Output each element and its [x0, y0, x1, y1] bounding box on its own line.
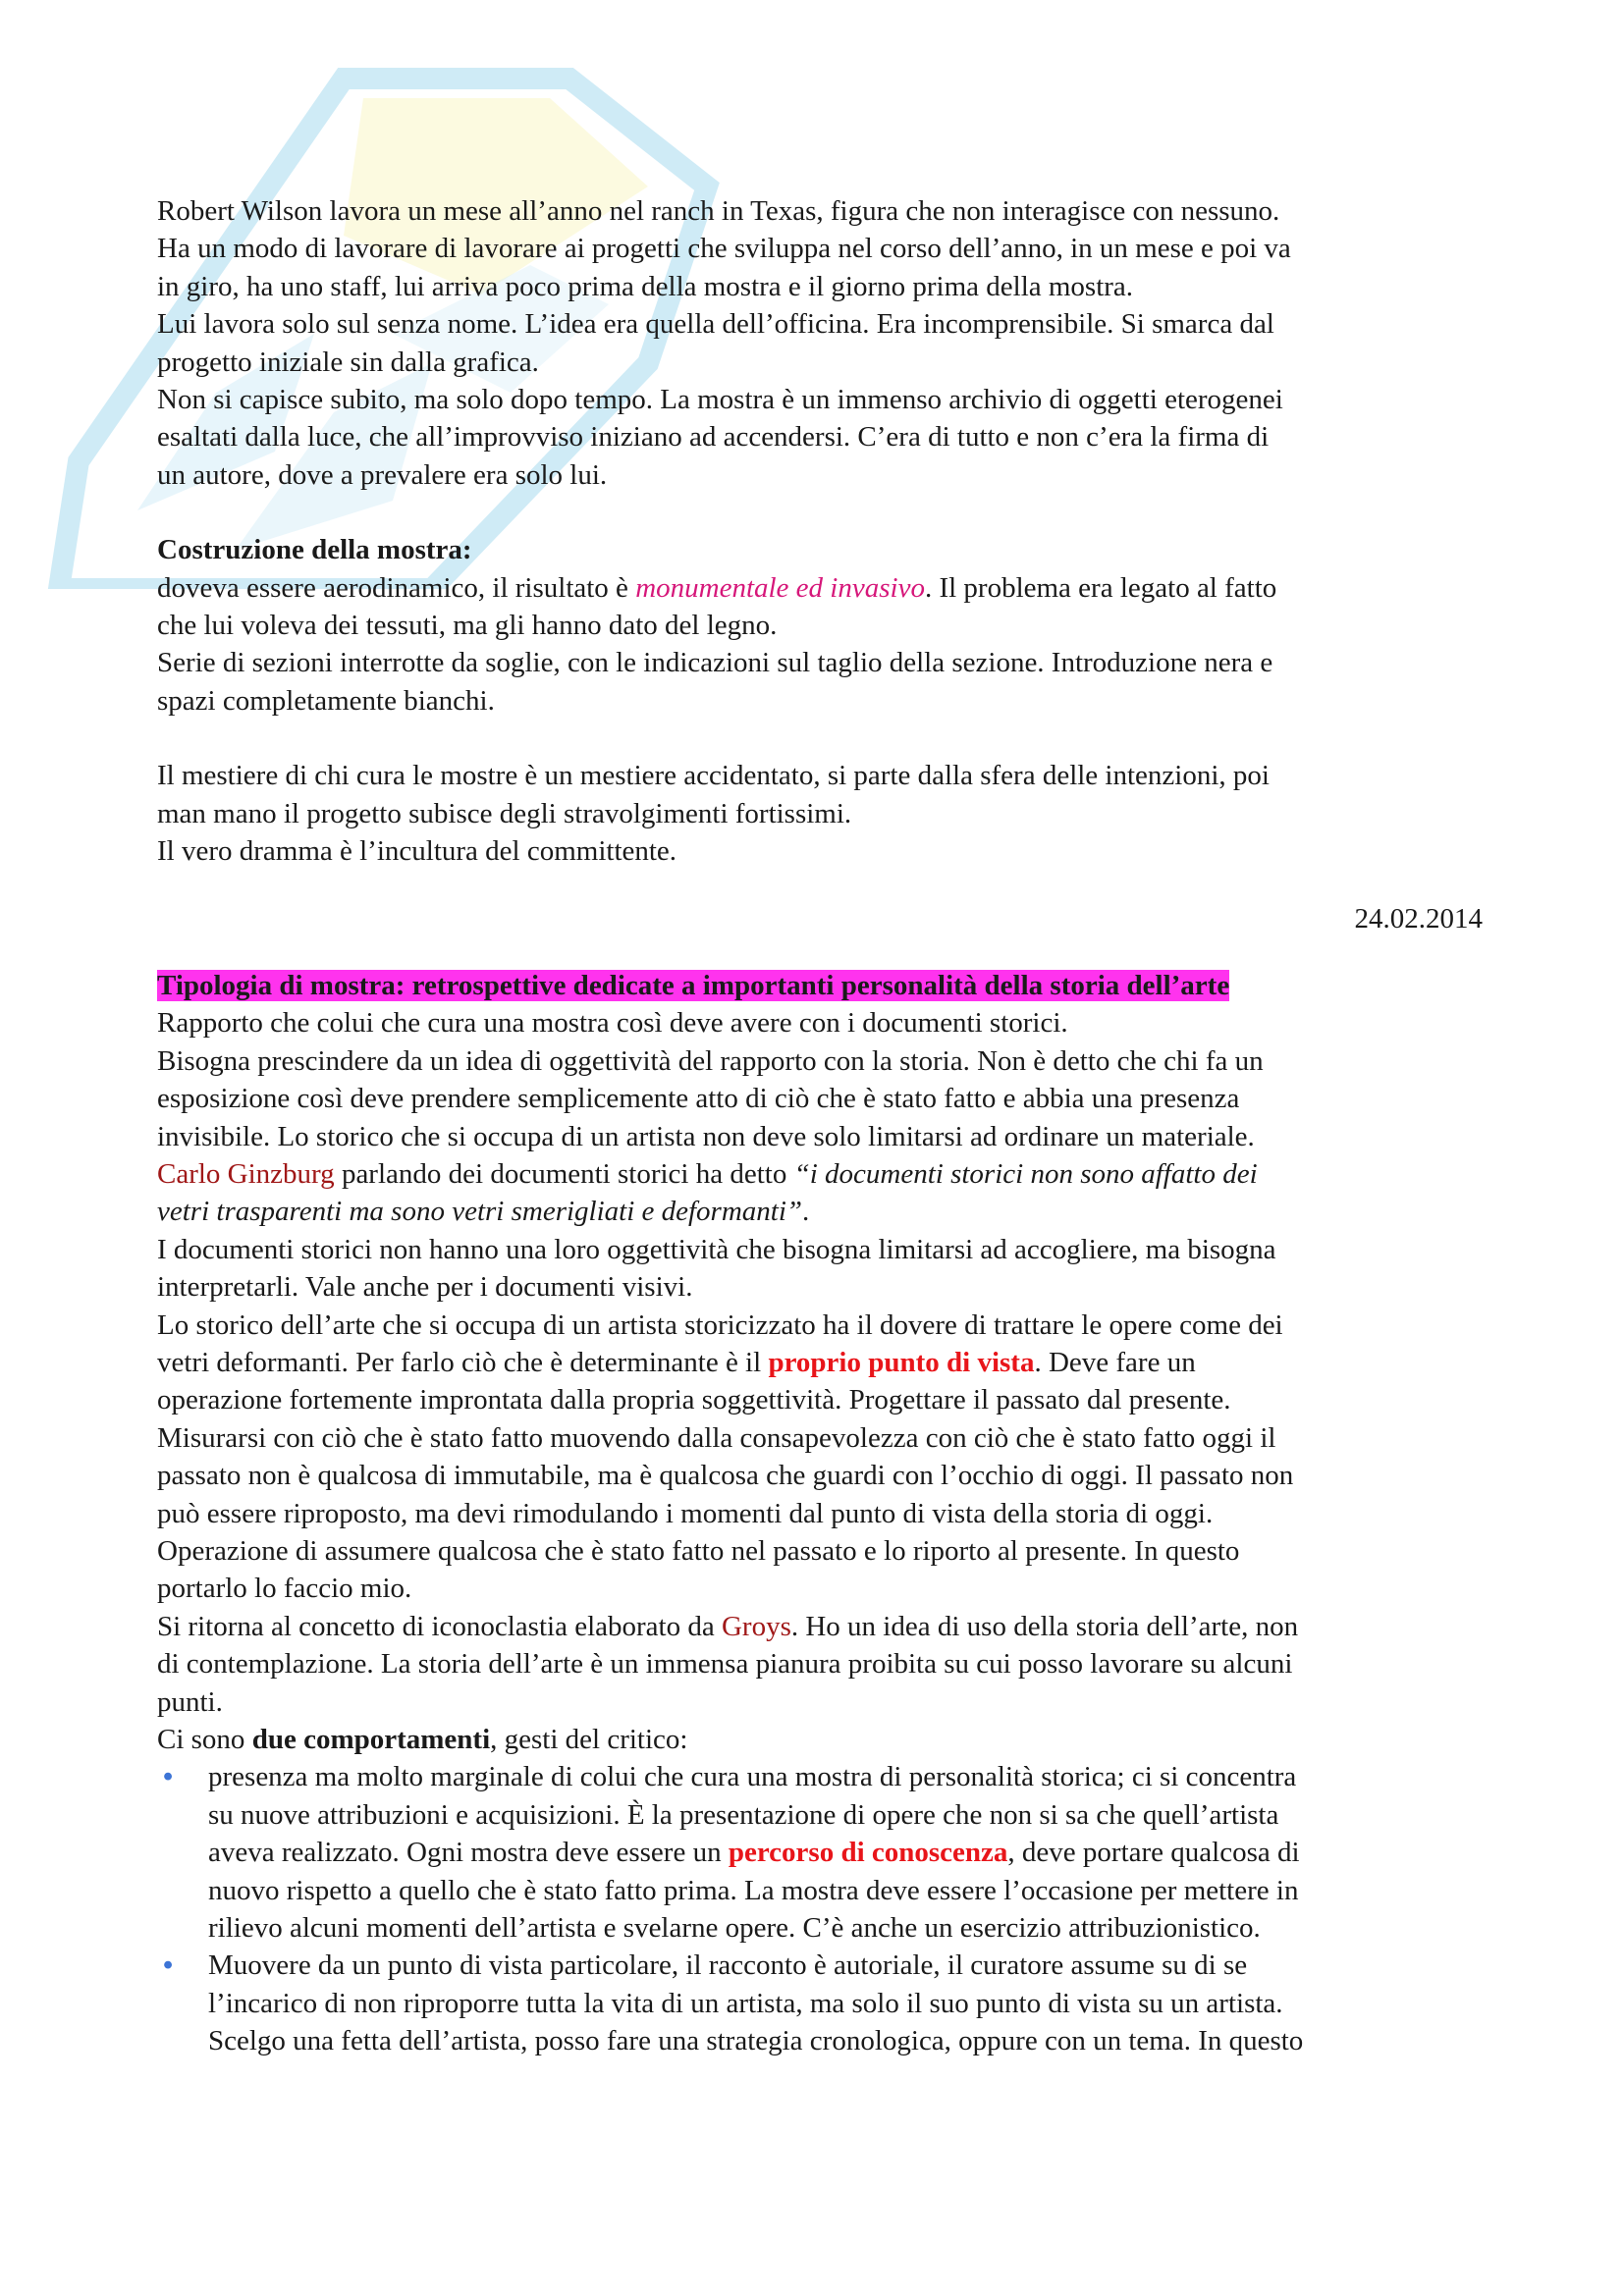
text-line: Muovere da un punto di vista particolare, il racconto è autoriale, il curatore assume su di se — [208, 1949, 1248, 1982]
text-line: man mano il progetto subisce degli stravolgimenti fortissimi. — [157, 797, 852, 829]
text-line: Lui lavora solo sul senza nome. L’idea era quella dell’officina. Era incomprensibile. Si smarca dal — [157, 308, 1274, 341]
spacer — [157, 871, 1483, 900]
spacer — [157, 937, 1483, 967]
text-line: Bisogna prescindere da un idea di oggettività del rapporto con la storia. Non è detto che chi fa un — [157, 1044, 1264, 1077]
text-line: parlando dei documenti storici ha detto — [334, 1157, 794, 1190]
highlight-monumentale: monumentale ed invasivo — [635, 571, 925, 604]
text-line: Ci sono — [157, 1724, 252, 1756]
text-line: Ha un modo di lavorare di lavorare ai progetti che sviluppa nel corso dell’anno, in un mese e poi va — [157, 233, 1291, 265]
name-groys: Groys — [721, 1610, 791, 1642]
text-line: nuovo rispetto a quello che è stato fatto prima. La mostra deve essere l’occasione per mettere in — [208, 1874, 1299, 1906]
bullet-list — [157, 1758, 1483, 2059]
text-line: Si ritorna al concetto di iconoclastia elaborato da — [157, 1610, 722, 1642]
text-line: un autore, dove a prevalere era solo lui. — [157, 458, 608, 491]
bullet-marker: • — [163, 1761, 174, 1793]
text-line: punti. — [157, 1685, 223, 1718]
highlight-due-comportamenti: due comportamenti — [251, 1724, 491, 1756]
name-ginzburg: Carlo Ginzburg — [157, 1157, 335, 1190]
text-line: su nuove attribuzioni e acquisizioni. È la presentazione di opere che non si sa che quell’artista — [208, 1798, 1279, 1831]
text-line: Misurarsi con ciò che è stato fatto muovendo dalla consapevolezza con ciò che è stato fatto oggi il — [157, 1421, 1276, 1454]
document-page — [157, 192, 1483, 2060]
text-line: Il vero dramma è l’incultura del committente. — [157, 835, 677, 868]
text-line: Serie di sezioni interrotte da soglie, con le indicazioni sul taglio della sezione. Introduzione nera e — [157, 647, 1273, 679]
section-heading-tipologia: Tipologia di mostra: retrospettive dedicate a importanti personalità della storia dell’arte — [157, 969, 1230, 1001]
bullet-marker: • — [163, 1949, 174, 1982]
highlight-punto-di-vista: proprio punto di vista — [768, 1346, 1035, 1378]
text-line: Scelgo una fetta dell’artista, posso fare una strategia cronologica, oppure con un tema. In questo — [208, 2025, 1304, 2057]
text-line: Il mestiere di chi cura le mostre è un mestiere accidentato, si parte dalla sfera delle intenzioni, poi — [157, 760, 1270, 792]
text-line: interpretarli. Vale anche per i documenti visivi. — [157, 1271, 693, 1304]
text-line: Non si capisce subito, ma solo dopo tempo. La mostra è un immenso archivio di oggetti eterogenei — [157, 384, 1283, 416]
text-line: passato non è qualcosa di immutabile, ma è qualcosa che guardi con l’occhio di oggi. Il passato non — [157, 1460, 1294, 1492]
text-line: . — [802, 1196, 810, 1228]
text-line: rilievo alcuni momenti dell’artista e svelarne opere. C’è anche un esercizio attribuzionistico. — [208, 1912, 1261, 1945]
text-line: Lo storico dell’arte che si occupa di un artista storicizzato ha il dovere di trattare le opere come dei — [157, 1308, 1283, 1341]
text-line: esposizione così deve prendere semplicemente atto di ciò che è stato fatto e abbia una presenza — [157, 1083, 1240, 1115]
paragraph-tipologia — [157, 967, 1483, 1759]
quote-ginzburg: “i documenti storici non sono affatto dei — [793, 1157, 1258, 1190]
text-line: presenza ma molto marginale di colui che cura una mostra di personalità storica; ci si concentra — [208, 1761, 1297, 1793]
lecture-date: 24.02.2014 — [1354, 902, 1483, 934]
text-line: Robert Wilson lavora un mese all’anno nel ranch in Texas, figura che non interagisce con nessuno. — [157, 195, 1280, 227]
text-line: vetri deformanti. Per farlo ciò che è determinante è il — [157, 1346, 769, 1378]
text-line: . Il problema era legato al fatto — [924, 571, 1277, 604]
spacer — [157, 720, 1483, 757]
text-line: invisibile. Lo storico che si occupa di un artista non deve solo limitarsi ad ordinare un materiale. — [157, 1120, 1255, 1152]
text-line: in giro, ha uno staff, lui arriva poco prima della mostra e il giorno prima della mostra. — [157, 270, 1134, 302]
text-line: . Ho un idea di uso della storia dell’arte, non — [790, 1610, 1299, 1642]
text-line: operazione fortemente improntata dalla propria soggettività. Progettare il passato dal presente. — [157, 1384, 1231, 1416]
text-line: , gesti del critico: — [490, 1724, 688, 1756]
list-item — [157, 1947, 1483, 2059]
text-line: doveva essere aerodinamico, il risultato è — [157, 571, 636, 604]
paragraph-costruzione — [157, 531, 1483, 720]
text-line: aveva realizzato. Ogni mostra deve essere un — [208, 1837, 729, 1869]
spacer — [157, 494, 1483, 531]
text-line: progetto iniziale sin dalla grafica. — [157, 346, 539, 378]
paragraph-wilson — [157, 192, 1483, 494]
text-line: I documenti storici non hanno una loro oggettività che bisogna limitarsi ad accogliere, ma bisogna — [157, 1233, 1276, 1265]
text-line: Rapporto che colui che cura una mostra così deve avere con i documenti storici. — [157, 1007, 1068, 1040]
text-line: può essere riproposto, ma devi rimodulando i momenti dal punto di vista della storia di oggi. — [157, 1497, 1214, 1529]
text-line: esaltati dalla luce, che all’improvviso iniziano ad accendersi. C’era di tutto e non c’era la firma di — [157, 421, 1270, 454]
paragraph-mestiere — [157, 757, 1483, 870]
section-heading-costruzione: Costruzione della mostra: — [157, 534, 472, 566]
text-line: portarlo lo faccio mio. — [157, 1573, 412, 1605]
text-line: Operazione di assumere qualcosa che è stato fatto nel passato e lo riporto al presente. In questo — [157, 1535, 1240, 1567]
text-line: spazi completamente bianchi. — [157, 684, 495, 717]
text-line: , deve portare qualcosa di — [1007, 1837, 1300, 1869]
text-line: . Deve fare un — [1034, 1346, 1196, 1378]
quote-ginzburg-cont: vetri trasparenti ma sono vetri smerigliati e deformanti” — [157, 1196, 803, 1228]
text-line: di contemplazione. La storia dell’arte è un immensa pianura proibita su cui posso lavorare su alcuni — [157, 1648, 1293, 1681]
text-line: che lui voleva dei tessuti, ma gli hanno dato del legno. — [157, 610, 778, 642]
text-line: l’incarico di non riproporre tutta la vita di un artista, ma solo il suo punto di vista su un artista. — [208, 1987, 1283, 2019]
highlight-percorso: percorso di conoscenza — [728, 1837, 1008, 1869]
list-item — [157, 1758, 1483, 1947]
